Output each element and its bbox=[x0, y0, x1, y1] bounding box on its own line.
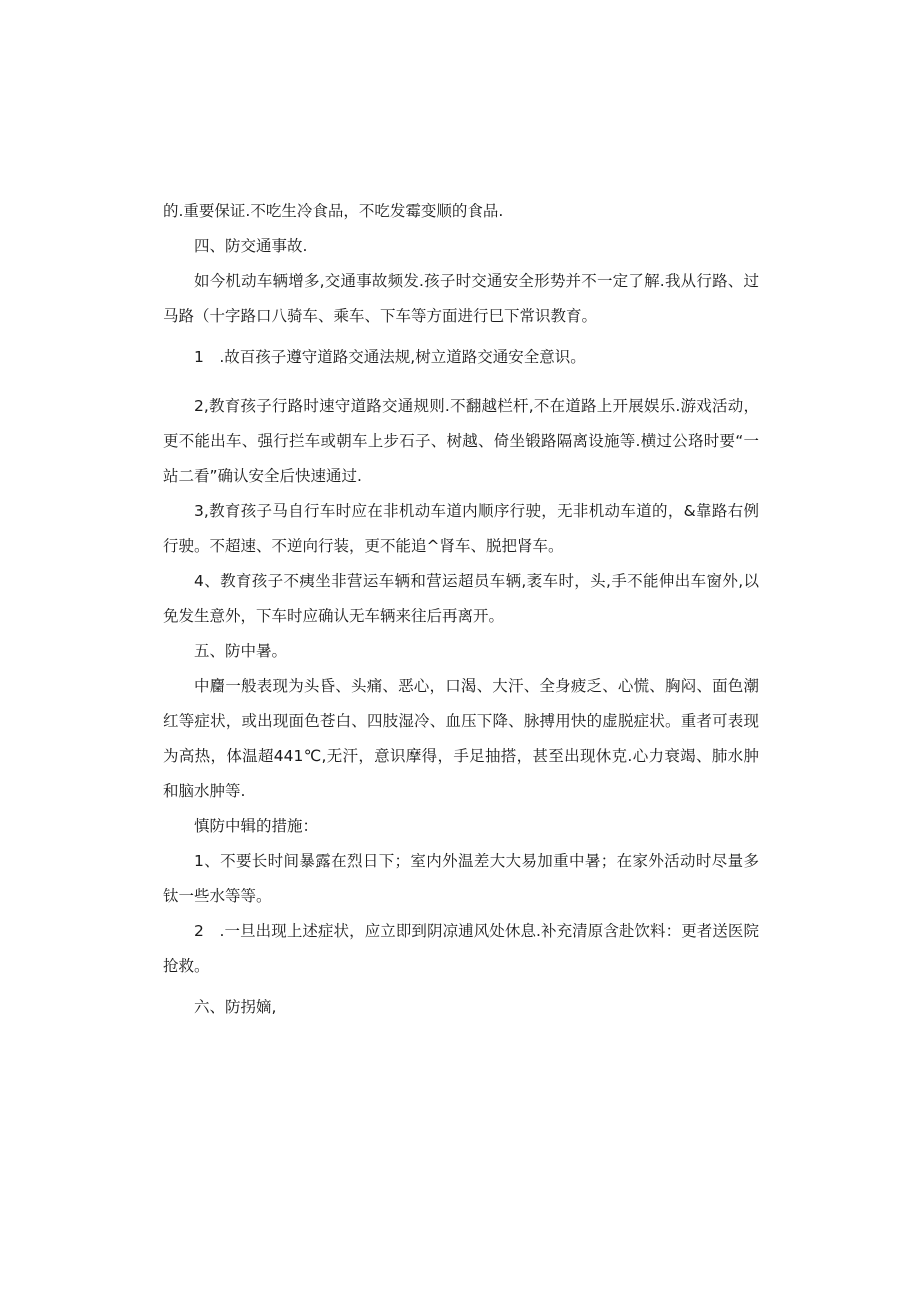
heading-heatstroke-measures: 慎防中辑的措施： bbox=[194, 817, 319, 835]
paragraph-traffic-item-4: 4、教育孩子不痍坐非营运车辆和营运超员车辆,袤车时，头,手不能伸出车窗外,以免发生意外，下车时应确认无车辆来往后再离开。 bbox=[163, 572, 759, 625]
heading-traffic-accident: 四、防交通事故. bbox=[194, 237, 308, 255]
paragraph-traffic-item-3: 3,教育孩子马自行车时应在非机动车道内顺序行驶，无非机动车道的，&靠路右例行驶。不超速、不逆向行装，更不能追^肾车、脱把肾车。 bbox=[163, 502, 759, 555]
paragraph-traffic-item-2: 2,教育孩子行路时速守道路交通规则.不翻越栏杆,不在道路上开展娱乐.游戏活动，更不能出车、强行拦车或朝车上步石子、树越、倚坐锻路隔离设施等.横过公珞时要“一站二看”确认安全后快速通过. bbox=[163, 397, 759, 485]
paragraph-food-safety-end: 的.重要保证.不吃生冷食品，不吃发霉变顺的食品. bbox=[163, 202, 504, 220]
heading-anti-abduction: 六、防拐嫡, bbox=[194, 998, 277, 1016]
paragraph-heatstroke-symptoms: 中麕一般表现为头昏、头痛、恶心，口渴、大汗、全身疲乏、心慌、胸闷、面色潮红等症状，或出现面色苍白、四肢湿冷、血压下降、脉搏用快的虚脱症状。重者可表现为高热，体温超441℃,无汗，意识摩得，手足抽搭，甚至出现休克.心力衰竭、肺水肿和脑水肿等. bbox=[163, 677, 759, 800]
heading-heatstroke: 五、防中暑。 bbox=[194, 642, 288, 660]
paragraph-heatstroke-measure-1: 1、不要长时间暴露在烈日下；室内外温差大大易加重中暑；在家外活动时尽量多钛一些水等等。 bbox=[163, 852, 759, 905]
paragraph-heatstroke-measure-2: 2 .一旦出现上述症状，应立即到阴凉逋风处休息.补充清原含赴饮料：更者送医院抢救。 bbox=[163, 922, 759, 975]
paragraph-traffic-item-1: 1 .故百孩子遵守道路交通法规,树立道路交通安全意识。 bbox=[194, 348, 586, 366]
paragraph-traffic-intro: 如今机动车辆增多,交通事故频发.孩子时交通安全形势并不一定了解.我从行路、过马路（十字路口八骑车、乘车、下车等方面进行巳下常识教育。 bbox=[163, 272, 759, 325]
document-body bbox=[163, 194, 759, 1025]
